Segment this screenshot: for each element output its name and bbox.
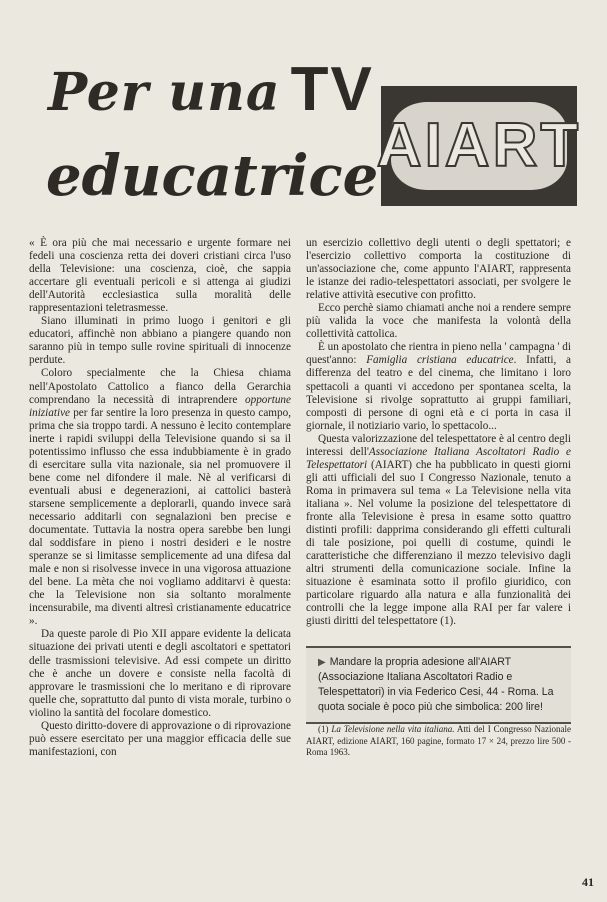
- body-paragraph-8: È un apostolato che rientra in pieno nella ' campagna ' di quest'anno: Famiglia cristiana educatrice. Infatti, a differenza del teatro e del cinema, che limitano i loro spettacoli a quanti vi accedono per spontanea scelta, la Televisione si rivolge soprattutto ai gruppi familiari, composti di persone di ogni età e ci porta in casa il giornale, il notiziario vario, lo spettacolo...: [306, 341, 571, 432]
- quote-paragraph-3: Coloro specialmente che la Chiesa chiama nell'Apostolato Cattolico a fianco della Gerarchia comprendano la necessità di intraprendere opportune iniziative per far sentire la loro presenza in questo campo, prima che sia troppo tardi. A nessuno è lecito contemplare inerte i rapidi sviluppi della Televisione quando si sa il potentissimo influsso che essa indubbiamente è in grado di esercitare sulla vita nazionale, sia nel promuovere il bene come nel difondere il male. Nè al verificarsi di eventuali abusi e degenerazioni, ai cattolici basterà starsene semplicemente a deplorarli, quando invece sarà necessario additarli con segnalazioni ben precise e documentate. Tuttavia la nostra opera sarebbe ben lungi dal soddisfare in pieno i nostri desideri e le nostre speranze se si limitasse semplicemente ad una difesa dal male e non si risolvesse invece in una vigorosa attuazione del bene. La mèta che noi vogliamo additarvi è questa: che la Televisione non sia soltanto moralmente incensurabile, ma diventi altresì cristianamente educatrice ».: [29, 367, 291, 628]
- right-column: [306, 237, 571, 758]
- title-line-1: [48, 55, 374, 124]
- logo-text: AIART: [376, 111, 582, 180]
- body-paragraph-6: un esercizio collettivo degli utenti o degli spettatori; e l'esercizio collettivo comporta la costituzione di un'associazione che, come appunto l'AIART, rappresenta le istanze dei radio-telespettatori associati, per svolgere le relative attività esecutive con profitto.: [306, 237, 571, 302]
- title-per-una: Per una: [48, 62, 281, 123]
- emphasis-opportune-iniziative: opportune iniziative: [29, 393, 291, 419]
- logo-tv-screen: [376, 102, 582, 190]
- emphasis-association-name: Associazione Italiana Ascoltatori Radio e Telespettatori: [306, 445, 571, 471]
- notice-text: Mandare la propria adesione all'AIART (Associazione Italiana Ascoltatori Radio e Telespettatori) in via Federico Cesi, 44 - Roma. La quota sociale è poco più che simbolica: 200 lire!: [318, 656, 554, 714]
- footnote-book-title: La Televisione nella vita italiana.: [331, 724, 455, 735]
- title-line-2: educatrice: [46, 143, 379, 209]
- article-title: [28, 55, 379, 223]
- body-paragraph-5: Questo diritto-dovere di approvazione o di riprovazione può essere esercitato per una maggior efficacia delle sue manifestazioni, con: [29, 719, 291, 758]
- triangle-right-icon: ▶: [318, 657, 326, 669]
- aiart-logo: [376, 86, 582, 206]
- quote-paragraph-1: « È ora più che mai necessario e urgente formare nei fedeli una coscienza retta dei doveri cristiani circa l'uso della Televisione: una coscienza, cioè, che sappia accertare gli eventuali pericoli e si attenga ai giudizi dell'Autorità ecclesiastica sulla moralità delle rappresentazioni teletrasmesse.: [29, 237, 291, 315]
- page-number: 41: [582, 875, 594, 889]
- footnote: (1) La Televisione nella vita italiana. Atti del I Congresso Nazionale AIART, edizione AIART, 160 pagine, formato 17 × 24, prezzo lire 500 - Roma 1963.: [306, 724, 571, 757]
- title-tv: TV: [290, 55, 374, 124]
- emphasis-famiglia-cristiana: Famiglia cristiana educatrice: [366, 354, 514, 367]
- body-paragraph-4: Da queste parole di Pio XII appare evidente la delicata situazione dei privati utenti e degli ascoltatori e spettatori delle trasmissioni televisive. Ad essi compete un diritto che è anche un dovere e consiste nella facoltà di approvare le trasmissioni che lo meritano e di riprovare quelle che, soprattutto dal punto di vista morale, turbino o violino la santità del focolare domestico.: [29, 628, 291, 719]
- body-paragraph-7: Ecco perchè siamo chiamati anche noi a rendere sempre più valida la voce che manifesta la volontà della collettività cattolica.: [306, 302, 571, 341]
- body-paragraph-9: Questa valorizzazione del telespettatore è al centro degli interessi dell'Associazione Italiana Ascoltatori Radio e Telespettatori (AIART) che ha pubblicato in questi giorni gli atti ufficiali del suo I Congresso Nazionale, tenuto a Roma in primavera sul tema « La Televisione nella vita italiana ». Nel volume la posizione del telespettatore di fronte alla Televisione è presa in esame sotto quattro distinti profili: dapprima considerando gli effetti culturali di tale posizione, poi quelli di costume, quindi le caratteristiche che differenziano il mezzo televisivo dagli altri strumenti della comunicazione sociale. Infine la situazione è esaminata sotto il profilo giuridico, con particolare riguardo alla natura e alla funzionalità dei controlli che la legge impone alla RAI per far valere i giusti diritti del telespettatore (1).: [306, 432, 571, 628]
- quote-paragraph-2: Siano illuminati in primo luogo i genitori e gli educatori, affinchè non abbiano a piangere quando non saranno più in tempo sulle rovine spirituali di innocenze perdute.: [29, 315, 291, 367]
- left-column: [29, 237, 291, 759]
- membership-notice: [306, 646, 571, 724]
